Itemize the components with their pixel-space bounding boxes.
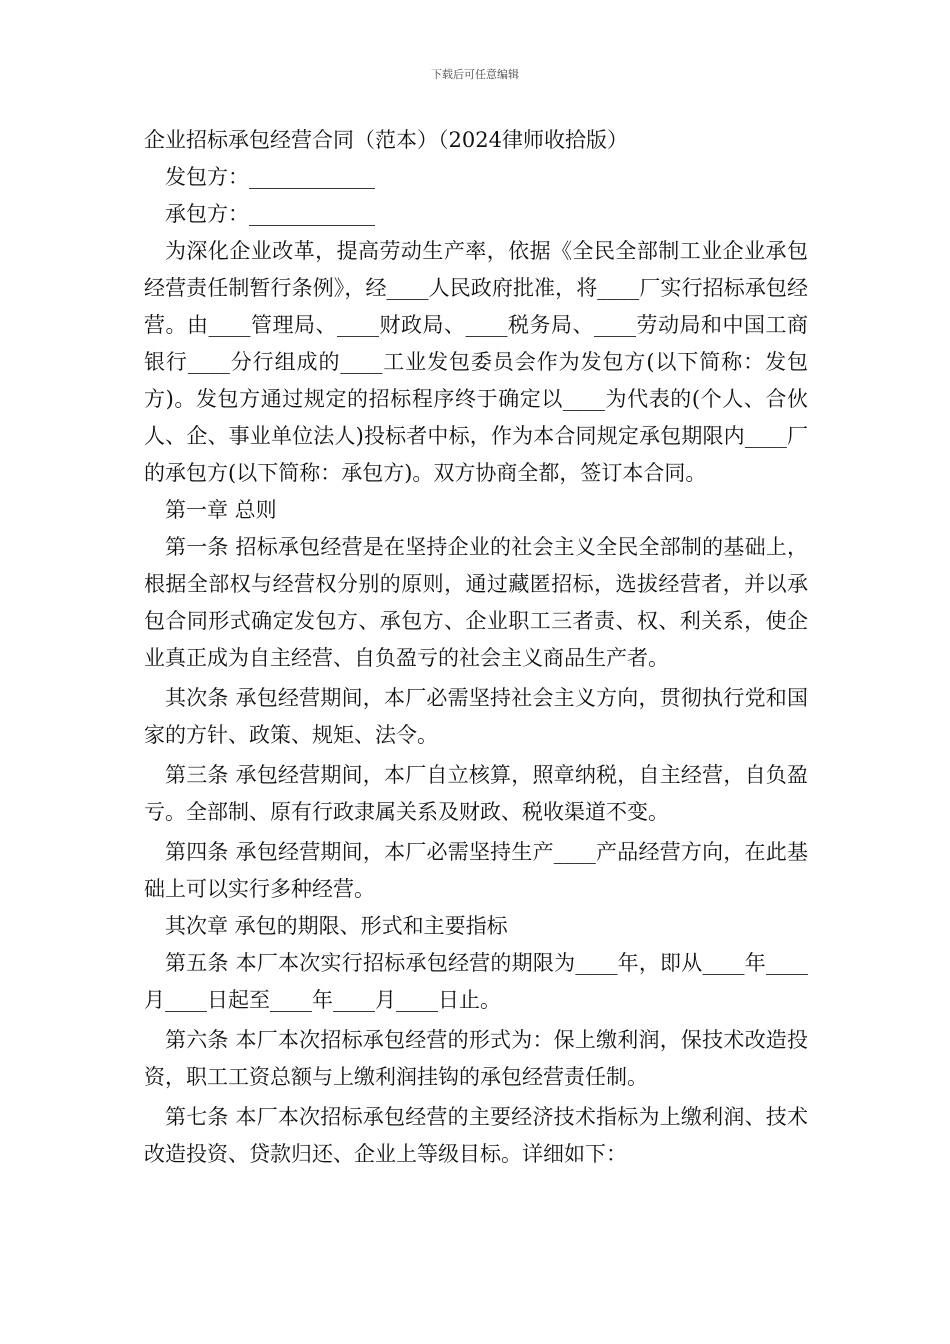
chapter-heading: 其次章 承包的期限、形式和主要指标 <box>165 914 508 938</box>
document-title: 企业招标承包经营合同（范本）（2024律师收拾版） <box>144 128 628 152</box>
article-paragraph: 第三条 承包经营期间，本厂自立核算，照章纳税，自主经营，自负盈亏。全部制、原有行政隶属关系及财政、税收渠道不变。 <box>144 763 808 824</box>
preamble-paragraph: 为深化企业改革，提高劳动生产率，依据《全民全部制工业企业承包经营责任制暂行条例》，经____人民政府批准，将____厂实行招标承包经营。由____管理局、____财政局、____税务局、____劳动局和中国工商银行____分行组成的____工业发包委员会作为发包方(以下简称：发包方)。发包方通过规定的招标程序终于确定以____为代表的(个人、合伙人、企、事业单位法人)投标者中标，作为本合同规定承包期限内____厂的承包方(以下简称：承包方)。双方协商全都，签订本合同。 <box>144 239 808 485</box>
page-header: 下载后可任意编辑 <box>431 68 519 81</box>
chapter-heading: 第一章 总则 <box>165 498 277 522</box>
article-paragraph: 第四条 承包经营期间，本厂必需坚持生产____产品经营方向，在此基础上可以实行多种经营。 <box>144 840 808 901</box>
article-paragraph: 其次条 承包经营期间，本厂必需坚持社会主义方向，贯彻执行党和国家的方针、政策、规矩、法令。 <box>144 686 808 747</box>
article-paragraph: 第七条 本厂本次招标承包经营的主要经济技术指标为上缴利润、技术改造投资、贷款归还、企业上等级目标。详细如下： <box>144 1105 808 1166</box>
article-paragraph: 第五条 本厂本次实行招标承包经营的期限为____年，即从____年____月____日起至____年____月____日止。 <box>144 951 808 1012</box>
article-paragraph: 第六条 本厂本次招标承包经营的形式为：保上缴利润，保技术改造投资，职工工资总额与上缴利润挂钩的承包经营责任制。 <box>144 1028 808 1089</box>
party-b-line: 承包方：____________ <box>165 202 375 226</box>
document-body <box>144 122 808 1173</box>
article-paragraph: 第一条 招标承包经营是在坚持企业的社会主义全民全部制的基础上，根据全部权与经营权分别的原则，通过藏匿招标，选拔经营者，并以承包合同形式确定发包方、承包方、企业职工三者责、权、利关系，使企业真正成为自主经营、自负盈亏的社会主义商品生产者。 <box>144 535 808 670</box>
party-a-line: 发包方：____________ <box>165 165 375 189</box>
